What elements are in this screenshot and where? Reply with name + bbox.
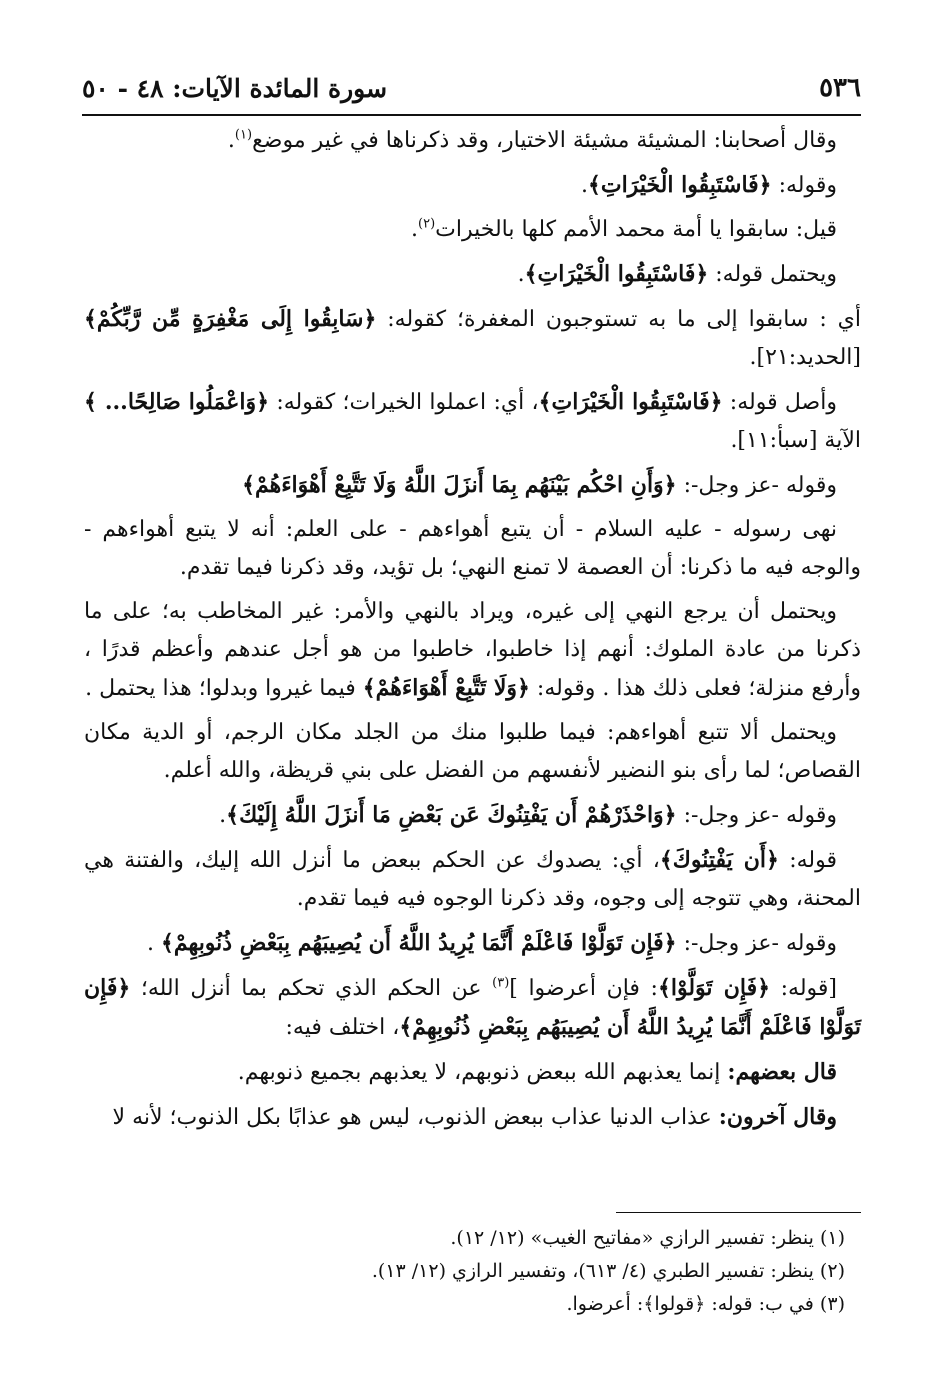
paragraph-6-end: الآية [سبأ:١١]. <box>730 428 861 453</box>
quran-quote: ﴿فَاسْتَبِقُوا الْخَيْرَاتِ﴾ <box>587 172 772 198</box>
paragraph-13-end: . <box>147 931 162 956</box>
paragraph-1-text: وقال أصحابنا: المشيئة مشيئة الاختيار، وقد ذكرناها في غير موضع <box>252 128 837 153</box>
quran-quote: ﴿وَاعْمَلُوا صَالِحًا... ﴾ <box>84 389 270 415</box>
paragraph-3-end: . <box>411 217 419 242</box>
body-text <box>84 122 861 1143</box>
footnote-1: (١) ينظر: تفسير الرازي «مفاتيح الغيب» (١٢/ ١٢). <box>450 1227 845 1249</box>
quran-quote: ﴿وَأَنِ احْكُم بَيْنَهُم بِمَا أَنزَلَ اللَّهُ وَلَا تَتَّبِعْ أَهْوَاءَهُمْ﴾ <box>242 472 677 498</box>
paragraph-14 <box>84 969 861 1047</box>
quran-quote: ﴿فَإِن تَوَلَّوْا فَاعْلَمْ أَنَّمَا يُرِيدُ اللَّهُ أَن يُصِيبَهُم بِبَعْضِ ذُنُوبِهِمْ﴾ <box>84 975 861 1040</box>
footnote-separator <box>616 1212 861 1213</box>
paragraph-8-text: نهى رسوله - عليه السلام - أن يتبع أهواءهم - على العلم: أنه لا يتبع أهواءهم - والوجه فيه ما ذكرنا: أن العصمة لا تمنع النهي؛ بل تؤيد، وقد ذكرنا فيما تقدم. <box>84 517 861 580</box>
paragraph-11-end: . <box>219 803 227 828</box>
paragraph-16-text: عذاب الدنيا عذاب ببعض الذنوب، ليس هو عذابًا بكل الذنوب؛ لأنه لا <box>112 1105 719 1130</box>
paragraph-9-end: فيما غيروا وبدلوا؛ هذا يحتمل . <box>85 676 363 701</box>
paragraph-3 <box>84 211 861 249</box>
quran-quote: ﴿فَإِن تَوَلَّوْا فَاعْلَمْ أَنَّمَا يُرِيدُ اللَّهُ أَن يُصِيبَهُم بِبَعْضِ ذُنُوبِهِمْ﴾ <box>161 930 677 956</box>
footnote-ref-3: (٣) <box>492 975 510 991</box>
page-number: ٥٣٦ <box>819 73 861 103</box>
quran-quote: ﴿فَإِن تَوَلَّوْا﴾ <box>657 975 771 1001</box>
paragraph-13-text: وقوله -عز وجل-: <box>676 931 837 956</box>
paragraph-4 <box>84 255 861 294</box>
paragraph-9 <box>84 593 861 708</box>
running-title: سورة المائدة الآيات: ٤٨ - ٥٠ <box>82 73 388 103</box>
opinion-label: وقال آخرون: <box>718 1104 837 1130</box>
paragraph-14-text: [قوله: <box>770 976 837 1001</box>
quran-quote: ﴿وَاحْذَرْهُمْ أَن يَفْتِنُوكَ عَن بَعْضِ مَا أَنزَلَ اللَّهُ إِلَيْكَ﴾ <box>226 802 677 828</box>
paragraph-5-text: أي : سابقوا إلى ما به تستوجبون المغفرة؛ كقوله: <box>376 307 862 332</box>
footnote-ref-2: (٢) <box>418 216 436 232</box>
footnote-ref-1: (١) <box>234 127 253 143</box>
paragraph-3-text: قيل: سابقوا يا أمة محمد الأمم كلها بالخيرات <box>435 217 837 242</box>
paragraph-9-text: ويحتمل أن يرجع النهي إلى غيره، ويراد بالنهي والأمر: غير المخاطب به؛ على ما ذكرنا من عادة الملوك: أنهم إذا خاطبوا، خاطبوا من هو أجل عندهم وأعظم قدرًا ، وأرفع منزلة؛ فعلى ذلك هذا . وقوله: <box>84 599 861 701</box>
paragraph-4-text: ويحتمل قوله: <box>708 262 837 287</box>
paragraph-5-end: [الحديد:٢١]. <box>749 345 861 370</box>
paragraph-4-end: . <box>517 262 525 287</box>
paragraph-14-mid2: عن الحكم الذي تحكم بما أنزل الله؛ <box>130 976 493 1001</box>
paragraph-12 <box>84 841 861 918</box>
paragraph-12-text: قوله: <box>778 848 837 873</box>
paragraph-8 <box>84 511 861 587</box>
paragraph-6-mid: ، أي: اعملوا الخيرات؛ كقوله: <box>269 390 539 415</box>
paragraph-1-end: . <box>227 128 235 153</box>
paragraph-11-text: وقوله -عز وجل-: <box>676 803 837 828</box>
paragraph-6-text: وأصل قوله: <box>722 390 837 415</box>
footnote-3: (٣) في ب: قوله: ﴿قولوا﴾: أعرضوا. <box>566 1293 845 1315</box>
paragraph-15 <box>84 1053 861 1092</box>
footnote-2: (٢) ينظر: تفسير الطبري (٤/ ٦١٣)، وتفسير الرازي (١٢/ ١٣). <box>371 1260 845 1282</box>
paragraph-10-text: ويحتمل ألا تتبع أهواءهم: فيما طلبوا منك من الجلد مكان الرجم، أو الدية مكان القصاص؛ لما رأى بنو النضير لأنفسهم من الفضل على بني قريظة، والله أعلم. <box>84 720 861 783</box>
quran-quote: ﴿فَاسْتَبِقُوا الْخَيْرَاتِ﴾ <box>538 389 723 415</box>
paragraph-12-end: ، أي: يصدوك عن الحكم ببعض ما أنزل الله إليك، والفتنة هي المحنة، وهي تتوجه إلى وجوه، وقد ذكرنا الوجوه فيه فيما تقدم. <box>84 848 861 911</box>
opinion-label: قال بعضهم: <box>727 1059 837 1085</box>
quran-quote: ﴿سَابِقُوا إِلَى مَغْفِرَةٍ مِّن رَّبِّكُمْ﴾ <box>84 306 377 332</box>
paragraph-14-end: ، اختلف فيه: <box>285 1015 400 1040</box>
paragraph-6 <box>84 383 861 460</box>
paragraph-13 <box>84 924 861 963</box>
paragraph-5 <box>84 300 861 377</box>
paragraph-11 <box>84 796 861 835</box>
paragraph-7-text: وقوله -عز وجل-: <box>676 473 837 498</box>
footnotes <box>84 1222 845 1321</box>
paragraph-1 <box>84 122 861 160</box>
paragraph-2-text: وقوله: <box>771 173 837 198</box>
quran-quote: ﴿أَن يَفْتِنُوكَ﴾ <box>659 847 779 873</box>
paragraph-16 <box>84 1098 861 1137</box>
paragraph-15-text: إنما يعذبهم الله ببعض ذنوبهم، لا يعذبهم بجميع ذنوبهم. <box>237 1060 728 1085</box>
quran-quote: ﴿وَلَا تَتَّبِعْ أَهْوَاءَهُمْ﴾ <box>362 675 530 701</box>
paragraph-10 <box>84 714 861 790</box>
paragraph-7 <box>84 466 861 505</box>
paragraph-2-end: . <box>580 173 588 198</box>
page-header <box>82 62 861 116</box>
paragraph-14-mid: : فإن أعرضوا ] <box>509 976 658 1001</box>
quran-quote: ﴿فَاسْتَبِقُوا الْخَيْرَاتِ﴾ <box>524 261 709 287</box>
paragraph-2 <box>84 166 861 205</box>
